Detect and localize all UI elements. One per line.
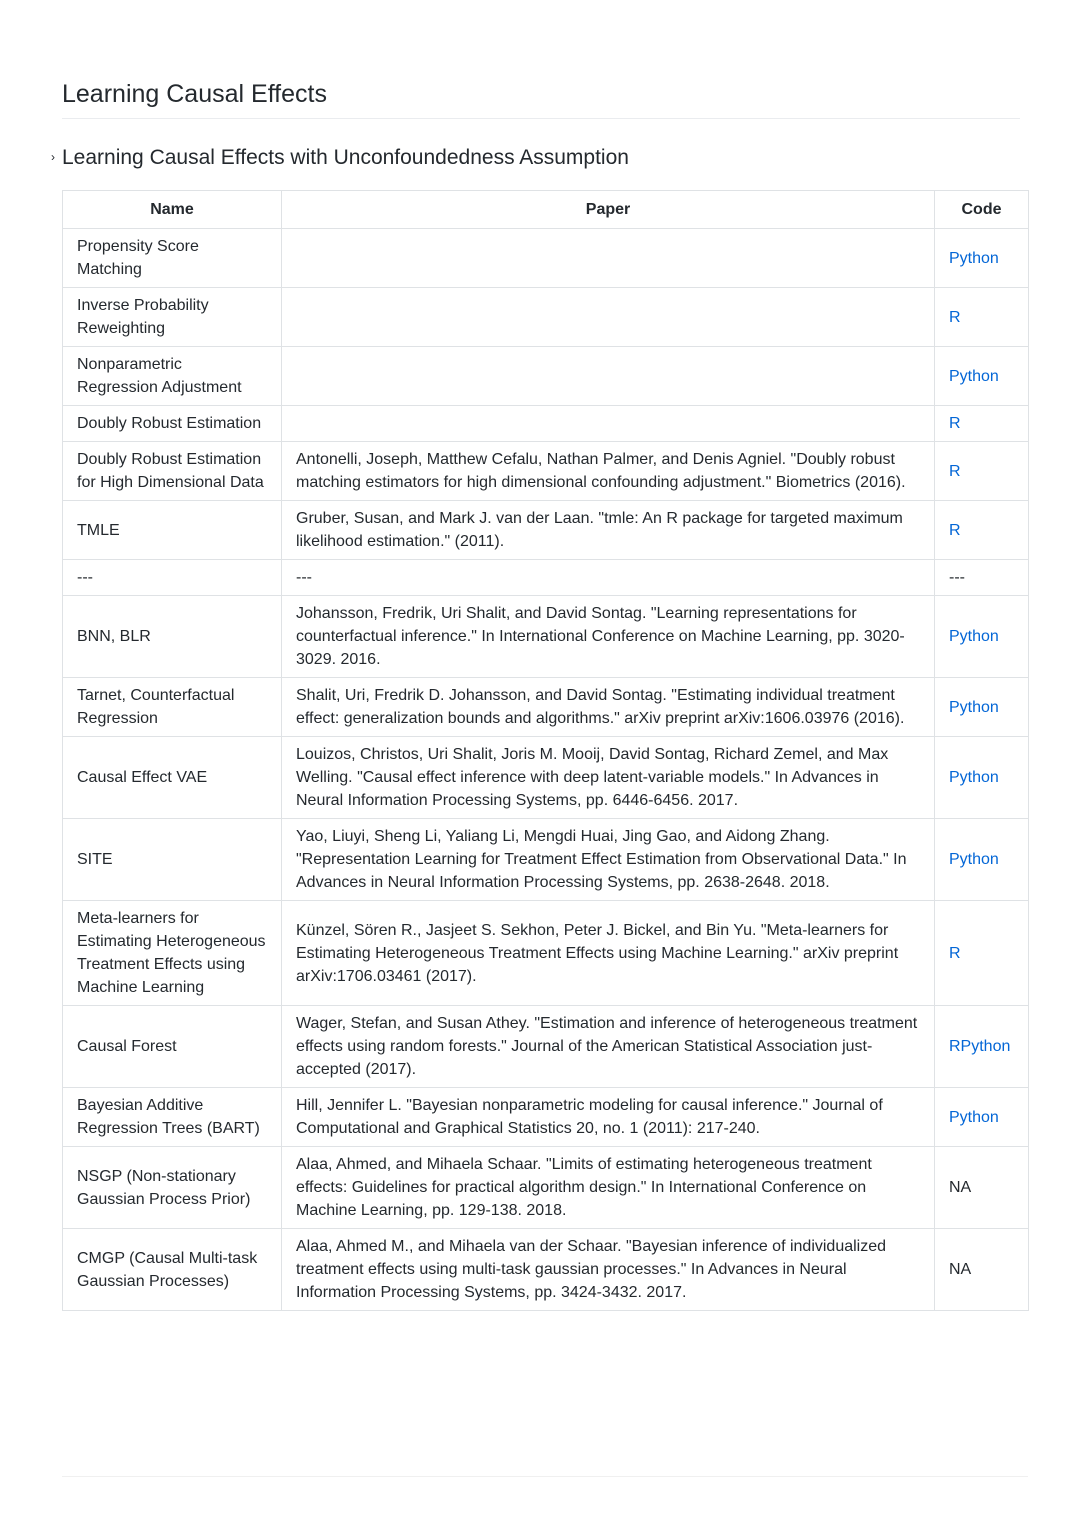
table-row	[63, 347, 1029, 406]
page-title: Learning Causal Effects	[62, 80, 327, 108]
paper-cell	[282, 347, 935, 406]
table-header-row	[63, 191, 1029, 229]
code-link[interactable]: Python	[949, 628, 999, 645]
code-link[interactable]: R	[949, 415, 961, 432]
table-row	[63, 737, 1029, 819]
method-name-cell: SITE	[63, 819, 282, 901]
code-cell	[935, 229, 1029, 288]
table-row	[63, 406, 1029, 442]
code-cell	[935, 442, 1029, 501]
header-code: Code	[935, 191, 1029, 229]
code-cell	[935, 1088, 1029, 1147]
table-row	[63, 501, 1029, 560]
method-name-cell: TMLE	[63, 501, 282, 560]
paper-cell: Gruber, Susan, and Mark J. van der Laan. "tmle: An R package for targeted maximum likelihood estimation." (2011).	[282, 501, 935, 560]
paper-cell: Louizos, Christos, Uri Shalit, Joris M. Mooij, David Sontag, Richard Zemel, and Max Welling. "Causal effect inference with deep latent-variable models." In Advances in Neural Information Processing Systems, pp. 6446-6456. 2017.	[282, 737, 935, 819]
code-cell	[935, 1006, 1029, 1088]
code-link[interactable]: Python	[949, 851, 999, 868]
code-link[interactable]: R	[949, 944, 961, 962]
code-cell	[935, 678, 1029, 737]
code-cell	[935, 901, 1029, 1006]
method-name-cell: Inverse Probability Reweighting	[63, 288, 282, 347]
table-row	[63, 819, 1029, 901]
table-row	[63, 1006, 1029, 1088]
paper-cell: Shalit, Uri, Fredrik D. Johansson, and David Sontag. "Estimating individual treatment effect: generalization bounds and algorithms." arXiv preprint arXiv:1606.03976 (2016).	[282, 678, 935, 737]
method-name-cell: Doubly Robust Estimation for High Dimensional Data	[63, 442, 282, 501]
method-name-cell: BNN, BLR	[63, 596, 282, 678]
code-link[interactable]: R	[949, 308, 961, 326]
paper-cell	[282, 288, 935, 347]
method-name-cell: Nonparametric Regression Adjustment	[63, 347, 282, 406]
paper-cell: Antonelli, Joseph, Matthew Cefalu, Nathan Palmer, and Denis Agniel. "Doubly robust matching estimators for high dimensional confounding adjustment." Biometrics (2016).	[282, 442, 935, 501]
code-link[interactable]: R	[949, 521, 961, 539]
paper-cell: Alaa, Ahmed, and Mihaela Schaar. "Limits of estimating heterogeneous treatment effects: Guidelines for practical algorithm design." In International Conference on Machine Learning, pp. 129-138. 2018.	[282, 1147, 935, 1229]
code-cell	[935, 347, 1029, 406]
code-cell	[935, 819, 1029, 901]
paper-cell	[282, 406, 935, 442]
header-paper: Paper	[282, 191, 935, 229]
code-link[interactable]: Python	[949, 769, 999, 786]
paper-cell: Yao, Liuyi, Sheng Li, Yaliang Li, Mengdi Huai, Jing Gao, and Aidong Zhang. "Representation Learning for Treatment Effect Estimation from Observational Data." In Advances in Neural Information Processing Systems, pp. 2638-2648. 2018.	[282, 819, 935, 901]
paper-cell: Wager, Stefan, and Susan Athey. "Estimation and inference of heterogeneous treatment effects using random forests." Journal of the American Statistical Association just-accepted (2017).	[282, 1006, 935, 1088]
table-row	[63, 229, 1029, 288]
table-row	[63, 560, 1029, 596]
table-row	[63, 1229, 1029, 1311]
code-cell	[935, 596, 1029, 678]
methods-table	[62, 190, 1029, 1311]
paper-cell: ---	[282, 560, 935, 596]
code-cell	[935, 501, 1029, 560]
table-row	[63, 678, 1029, 737]
code-cell: NA	[935, 1229, 1029, 1311]
code-link[interactable]: Python	[949, 698, 999, 716]
code-cell	[935, 406, 1029, 442]
footer-divider	[62, 1476, 1028, 1477]
title-divider	[62, 118, 1020, 119]
table-row	[63, 1088, 1029, 1147]
paper-cell: Hill, Jennifer L. "Bayesian nonparametric modeling for causal inference." Journal of Computational and Graphical Statistics 20, no. 1 (2011): 217-240.	[282, 1088, 935, 1147]
code-link[interactable]: Python	[949, 249, 999, 267]
method-name-cell: CMGP (Causal Multi-task Gaussian Processes)	[63, 1229, 282, 1311]
method-name-cell: Doubly Robust Estimation	[63, 406, 282, 442]
paper-cell: Johansson, Fredrik, Uri Shalit, and David Sontag. "Learning representations for counterfactual inference." In International Conference on Machine Learning, pp. 3020-3029. 2016.	[282, 596, 935, 678]
table-row	[63, 288, 1029, 347]
code-link[interactable]: Python	[949, 367, 999, 385]
code-link[interactable]: Python	[949, 1108, 999, 1126]
method-name-cell: Bayesian Additive Regression Trees (BART)	[63, 1088, 282, 1147]
code-link[interactable]: RPython	[949, 1038, 1011, 1055]
method-name-cell: NSGP (Non-stationary Gaussian Process Prior)	[63, 1147, 282, 1229]
code-cell: ---	[935, 560, 1029, 596]
method-name-cell: Propensity Score Matching	[63, 229, 282, 288]
code-cell	[935, 737, 1029, 819]
link-icon[interactable]: ›	[51, 150, 55, 164]
paper-cell	[282, 229, 935, 288]
method-name-cell: ---	[63, 560, 282, 596]
paper-cell: Künzel, Sören R., Jasjeet S. Sekhon, Peter J. Bickel, and Bin Yu. "Meta-learners for Estimating Heterogeneous Treatment Effects using Machine Learning." arXiv preprint arXiv:1706.03461 (2017).	[282, 901, 935, 1006]
method-name-cell: Causal Effect VAE	[63, 737, 282, 819]
method-name-cell: Tarnet, Counterfactual Regression	[63, 678, 282, 737]
table-row	[63, 596, 1029, 678]
header-name: Name	[63, 191, 282, 229]
code-link[interactable]: R	[949, 462, 961, 480]
method-name-cell: Meta-learners for Estimating Heterogeneous Treatment Effects using Machine Learning	[63, 901, 282, 1006]
code-cell: NA	[935, 1147, 1029, 1229]
section-heading: Learning Causal Effects with Unconfoundedness Assumption	[62, 146, 629, 169]
table-row	[63, 901, 1029, 1006]
table-row	[63, 442, 1029, 501]
code-cell	[935, 288, 1029, 347]
table-row	[63, 1147, 1029, 1229]
method-name-cell: Causal Forest	[63, 1006, 282, 1088]
paper-cell: Alaa, Ahmed M., and Mihaela van der Schaar. "Bayesian inference of individualized treatment effects using multi-task gaussian processes." In Advances in Neural Information Processing Systems, pp. 3424-3432. 2017.	[282, 1229, 935, 1311]
